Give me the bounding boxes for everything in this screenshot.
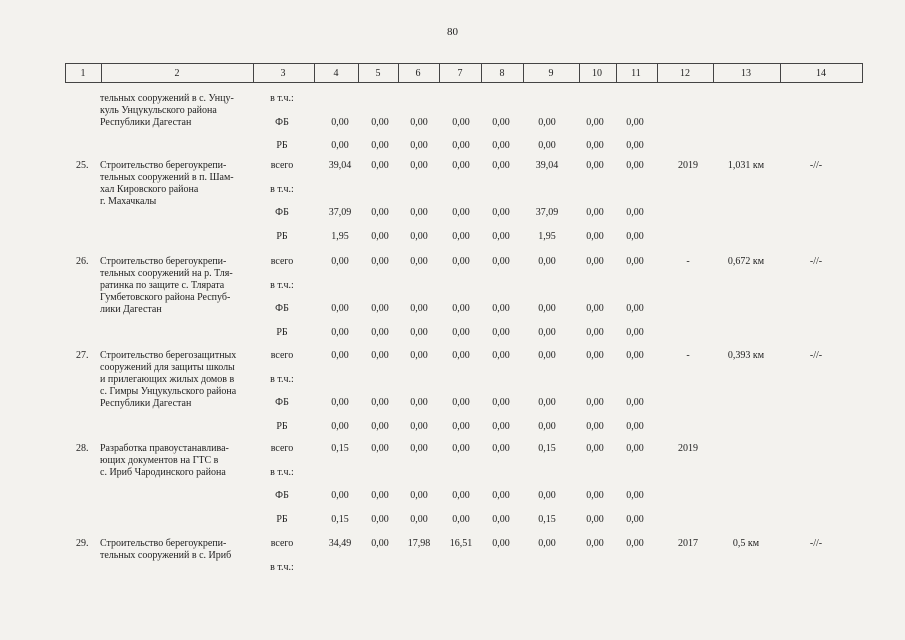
row-description: куль Унцукульского района [100,105,217,116]
row-value: 0,00 [371,116,389,128]
row-value: 0,00 [410,230,428,242]
row-value: 0,00 [626,513,644,525]
row-description: тельных сооружений в с. Унцу- [100,93,234,104]
row-year: - [686,350,690,361]
column-header: 5 [375,68,381,79]
row-value: 0,00 [410,160,428,171]
row-value: 0,00 [586,443,604,454]
row-value: 0,15 [331,513,349,525]
row-line-label: ФБ [275,397,289,408]
row-description: тельных сооружений в п. Шам- [100,172,234,183]
row-value: 0,00 [586,116,604,128]
row-value: 0,00 [626,140,644,151]
row-value: 0,00 [538,350,556,361]
row-value: 0,00 [538,490,556,501]
row-value: 0,00 [452,397,470,408]
row-line-label: в т.ч.: [270,373,294,385]
row-value: 0,00 [331,140,349,151]
row-line-label: всего [270,160,294,171]
row-value: 0,00 [371,350,389,361]
row-note: -//- [809,350,823,361]
row-description: тельных сооружений на р. Тля- [100,268,233,279]
row-description: Строительство берегоукрепи- [100,160,227,171]
row-value: 0,00 [538,326,556,338]
row-line-label: РБ [276,420,288,432]
row-index: 28. [76,443,89,454]
row-value: 0,00 [452,420,470,432]
row-value: 0,00 [586,513,604,525]
row-value: 0,00 [371,397,389,408]
column-header: 6 [415,68,421,79]
row-value: 0,00 [331,326,349,338]
row-value: 0,00 [492,256,510,267]
row-value: 0,00 [410,326,428,338]
row-value: 0,00 [586,490,604,501]
row-line-label: в т.ч.: [270,93,294,104]
row-value: 0,00 [492,207,510,218]
row-value: 0,00 [371,230,389,242]
row-description: Гумбетовского района Респуб- [100,292,231,303]
row-description: тельных сооружений в с. Ириб [100,550,232,561]
row-value: 0,00 [586,256,604,267]
row-length: 0,672 км [727,256,765,267]
row-value: 0,00 [626,303,644,314]
row-value: 39,04 [535,160,559,171]
row-description: ратинка по защите с. Тлярата [100,280,225,291]
row-line-label: в т.ч.: [270,279,294,291]
row-length: 1,031 км [727,160,765,171]
column-header: 9 [548,68,554,79]
row-value: 0,00 [538,538,556,549]
row-line-label: в т.ч.: [270,183,294,195]
row-value: 0,00 [586,420,604,432]
row-value: 0,00 [586,230,604,242]
row-line-label: всего [270,538,294,549]
row-value: 0,00 [626,207,644,218]
row-value: 17,98 [407,538,431,549]
row-value: 0,00 [626,420,644,432]
row-value: 0,00 [586,207,604,218]
row-value: 0,00 [371,303,389,314]
row-description: Строительство берегозащитных [100,350,237,361]
row-value: 0,00 [626,326,644,338]
row-value: 0,00 [410,513,428,525]
row-value: 0,00 [492,303,510,314]
row-value: 0,00 [410,256,428,267]
column-header: 2 [174,68,180,79]
row-value: 0,00 [586,140,604,151]
row-description: г. Махачкалы [100,196,157,207]
row-value: 0,00 [452,207,470,218]
row-value: 0,15 [538,513,556,525]
row-line-label: всего [270,256,294,267]
row-value: 0,00 [538,397,556,408]
row-value: 0,00 [492,443,510,454]
row-value: 0,00 [586,303,604,314]
row-value: 0,00 [492,160,510,171]
row-value: 0,00 [626,538,644,549]
row-description: хал Кировского района [100,184,199,195]
row-value: 0,00 [586,538,604,549]
row-value: 0,00 [371,140,389,151]
row-value: 0,00 [626,160,644,171]
column-header: 1 [80,68,86,79]
row-line-label: РБ [276,326,288,338]
row-value: 0,00 [492,140,510,151]
row-value: 0,00 [626,490,644,501]
row-description: Республики Дагестан [100,398,192,409]
row-value: 0,00 [452,256,470,267]
row-value: 0,00 [410,140,428,151]
row-value: 0,00 [586,350,604,361]
row-note: -//- [809,256,823,267]
row-value: 0,00 [538,420,556,432]
row-value: 0,00 [410,490,428,501]
row-index: 29. [76,538,89,549]
row-value: 0,00 [452,326,470,338]
row-value: 0,15 [538,443,556,454]
row-year: 2019 [678,160,698,171]
row-description: с. Ириб Чародинского района [100,467,226,478]
row-value: 0,00 [492,513,510,525]
row-value: 37,09 [535,207,559,218]
row-value: 39,04 [328,160,352,171]
row-value: 0,00 [492,116,510,128]
row-value: 0,00 [371,513,389,525]
row-value: 0,00 [331,397,349,408]
row-length: 0,393 км [727,350,765,361]
row-value: 0,00 [371,420,389,432]
row-description: сооружений для защиты школы [100,362,235,373]
row-value: 0,00 [410,303,428,314]
row-value: 0,00 [371,490,389,501]
row-description: лики Дагестан [100,304,162,315]
row-line-label: РБ [276,140,288,151]
row-index: 26. [76,256,89,267]
row-line-label: ФБ [275,116,289,128]
row-value: 0,00 [626,443,644,454]
row-value: 0,00 [538,256,556,267]
row-value: 0,00 [410,397,428,408]
row-value: 0,00 [492,350,510,361]
row-value: 0,00 [331,350,349,361]
row-line-label: РБ [276,230,288,242]
row-value: 0,00 [452,140,470,151]
row-value: 37,09 [328,207,352,218]
row-year: 2019 [678,443,698,454]
row-value: 0,00 [626,350,644,361]
row-line-label: в т.ч.: [270,466,294,478]
row-value: 0,00 [538,140,556,151]
row-value: 0,00 [410,420,428,432]
column-header: 3 [280,68,286,79]
row-value: 0,00 [492,397,510,408]
row-value: 0,00 [586,326,604,338]
row-value: 0,00 [586,397,604,408]
row-description: и прилегающих жилых домов в [100,374,235,385]
row-description: ющих документов на ГТС в [100,455,219,466]
row-value: 0,00 [331,116,349,128]
row-value: 0,00 [626,230,644,242]
row-value: 1,95 [538,230,556,242]
page-number: 80 [447,26,458,38]
column-header: 7 [457,68,463,79]
row-value: 0,00 [371,443,389,454]
row-description: Разработка правоустанавлива- [100,443,229,454]
column-header: 8 [499,68,505,79]
row-index: 27. [76,350,89,361]
row-description: Строительство берегоукрепи- [100,538,227,549]
column-header: 13 [741,68,751,79]
row-value: 0,00 [626,397,644,408]
row-line-label: ФБ [275,303,289,314]
row-value: 1,95 [331,230,349,242]
row-year: 2017 [678,538,698,549]
row-value: 0,00 [452,350,470,361]
column-header: 12 [680,68,690,79]
row-description: Республики Дагестан [100,117,192,128]
row-value: 0,00 [586,160,604,171]
row-description: с. Гимры Унцукульского района [100,386,237,397]
row-value: 0,00 [371,160,389,171]
row-line-label: ФБ [275,207,289,218]
row-value: 0,00 [492,326,510,338]
row-value: 0,00 [452,443,470,454]
row-value: 0,00 [492,420,510,432]
row-year: - [686,256,690,267]
row-value: 0,00 [410,443,428,454]
row-value: 0,00 [331,490,349,501]
column-header: 4 [333,68,339,79]
row-value: 0,00 [371,326,389,338]
row-description: Строительство берегоукрепи- [100,256,227,267]
row-value: 0,00 [538,116,556,128]
row-value: 0,00 [410,207,428,218]
row-line-label: ФБ [275,490,289,501]
row-value: 0,00 [452,490,470,501]
column-header: 10 [592,68,602,79]
row-value: 0,00 [371,256,389,267]
row-value: 34,49 [328,538,352,549]
row-value: 0,00 [538,303,556,314]
row-value: 0,00 [452,513,470,525]
row-value: 16,51 [449,538,473,549]
column-header: 14 [816,68,826,79]
row-note: -//- [809,538,823,549]
row-value: 0,00 [492,230,510,242]
row-value: 0,00 [452,230,470,242]
row-line-label: всего [270,443,294,454]
row-value: 0,00 [371,538,389,549]
row-line-label: всего [270,350,294,361]
row-value: 0,00 [626,256,644,267]
column-header: 11 [631,68,641,79]
row-value: 0,00 [452,160,470,171]
row-value: 0,00 [410,350,428,361]
row-length: 0,5 км [732,538,760,549]
row-value: 0,00 [492,538,510,549]
row-value: 0,00 [492,490,510,501]
row-note: -//- [809,160,823,171]
row-value: 0,00 [626,116,644,128]
row-value: 0,00 [410,116,428,128]
row-value: 0,00 [331,303,349,314]
row-value: 0,00 [331,256,349,267]
row-line-label: РБ [276,513,288,525]
row-value: 0,00 [371,207,389,218]
row-value: 0,00 [452,116,470,128]
row-index: 25. [76,160,89,171]
row-value: 0,00 [452,303,470,314]
row-value: 0,15 [331,443,349,454]
row-value: 0,00 [331,420,349,432]
row-line-label: в т.ч.: [270,561,294,573]
